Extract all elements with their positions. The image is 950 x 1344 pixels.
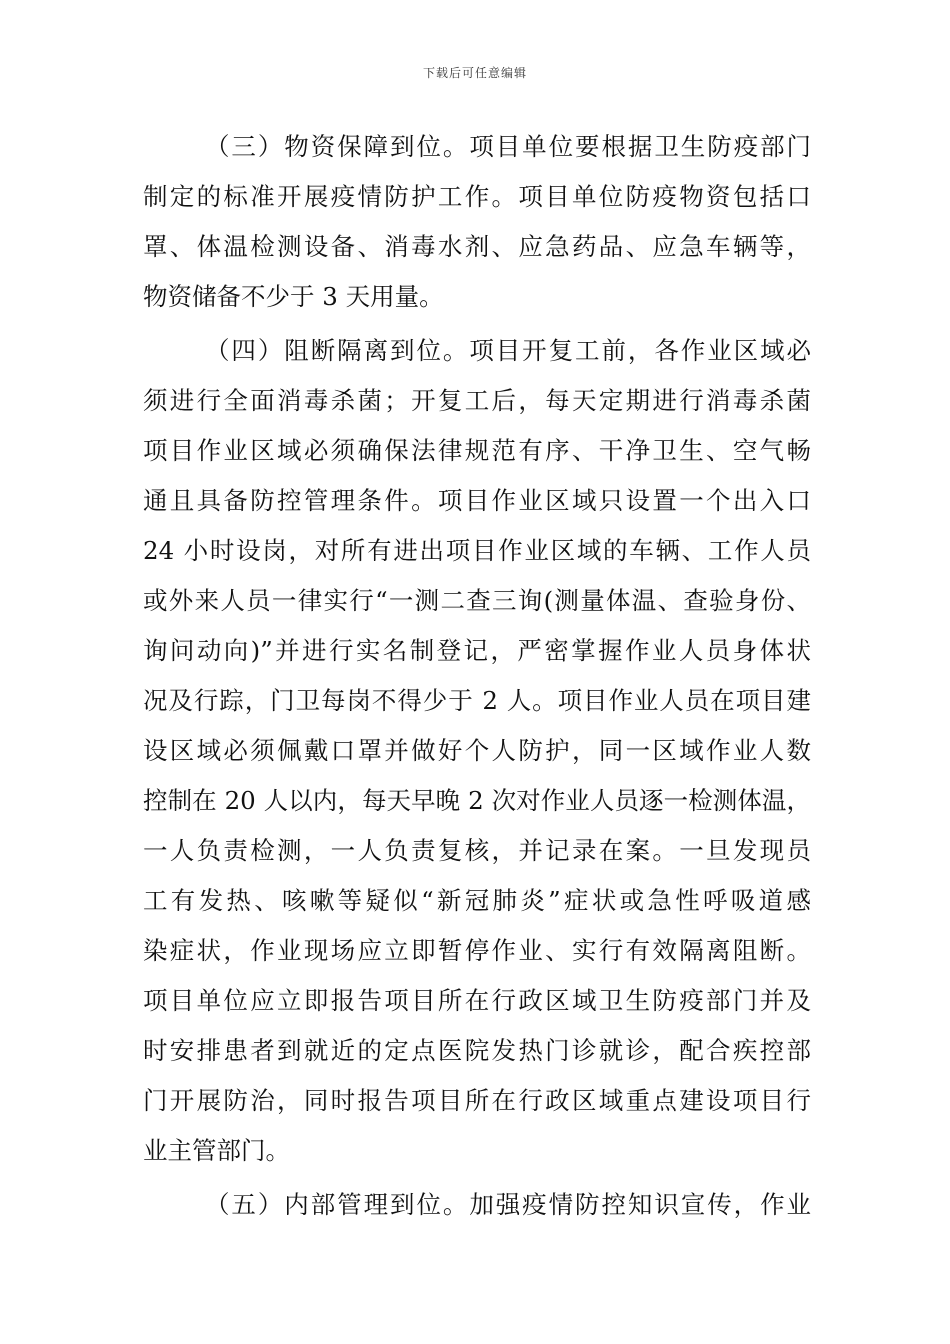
document-body xyxy=(143,122,811,1230)
text-line: 染症状，作业现场应立即暂停作业、实行有效隔离阻断。 xyxy=(143,936,811,965)
text-line: 物资储备不少于 3 天用量。 xyxy=(143,282,444,311)
page-header: 下载后可任意编辑 xyxy=(422,66,527,80)
text-line: 设区域必须佩戴口罩并做好个人防护，同一区域作业人数 xyxy=(143,736,811,765)
text-line: 或外来人员一律实行“一测二查三询(测量体温、查验身份、 xyxy=(143,586,811,615)
text-line: （四）阻断隔离到位。项目开复工前，各作业区域必 xyxy=(205,336,811,365)
text-line: 制定的标准开展疫情防护工作。项目单位防疫物资包括口 xyxy=(143,182,811,211)
paragraph-4 xyxy=(143,326,811,1176)
text-line: 时安排患者到就近的定点医院发热门诊就诊，配合疾控部 xyxy=(143,1036,811,1065)
text-line: 询问动向)”并进行实名制登记，严密掌握作业人员身体状 xyxy=(143,636,811,665)
text-line: 须进行全面消毒杀菌；开复工后，每天定期进行消毒杀菌 xyxy=(143,386,811,415)
text-line: 项目作业区域必须确保法律规范有序、干净卫生、空气畅 xyxy=(143,436,811,465)
text-line: （三）物资保障到位。项目单位要根据卫生防疫部门 xyxy=(205,132,811,161)
text-line: 24 小时设岗，对所有进出项目作业区域的车辆、工作人员 xyxy=(143,536,811,565)
text-line: 控制在 20 人以内，每天早晚 2 次对作业人员逐一检测体温， xyxy=(143,786,811,815)
text-line: 罩、体温检测设备、消毒水剂、应急药品、应急车辆等， xyxy=(143,232,811,261)
text-line: 一人负责检测，一人负责复核，并记录在案。一旦发现员 xyxy=(143,836,811,865)
text-line: 况及行踪，门卫每岗不得少于 2 人。项目作业人员在项目建 xyxy=(143,686,811,715)
text-line: 项目单位应立即报告项目所在行政区域卫生防疫部门并及 xyxy=(143,986,811,1015)
paragraph-3 xyxy=(143,122,811,322)
text-line: （五）内部管理到位。加强疫情防控知识宣传，作业 xyxy=(205,1190,811,1219)
paragraph-5 xyxy=(143,1180,811,1230)
text-line: 业主管部门。 xyxy=(143,1136,290,1165)
text-line: 工有发热、咳嗽等疑似“新冠肺炎”症状或急性呼吸道感 xyxy=(143,886,811,915)
text-line: 门开展防治，同时报告项目所在行政区域重点建设项目行 xyxy=(143,1086,811,1115)
text-line: 通且具备防控管理条件。项目作业区域只设置一个出入口 xyxy=(143,486,811,515)
